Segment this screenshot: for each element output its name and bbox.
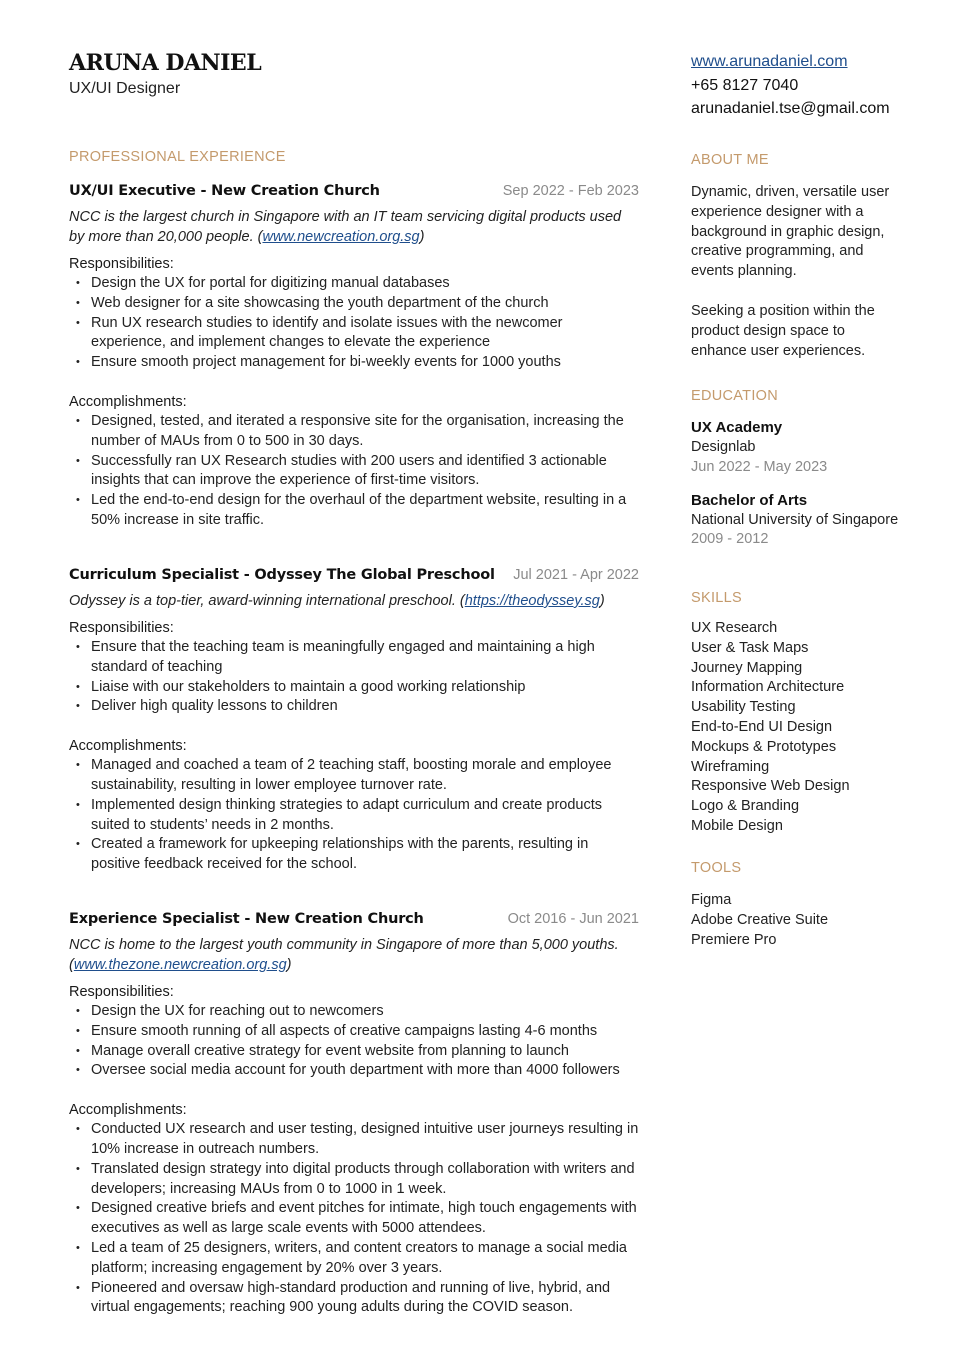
contact-website	[691, 50, 951, 74]
job-description-text: NCC is home to the largest youth community in Singapore of more than 5,000 youths. (	[69, 937, 619, 973]
contact-block	[691, 50, 951, 121]
job-dates: Sep 2022 - Feb 2023	[502, 183, 639, 199]
skill-item: User & Task Maps	[691, 639, 809, 656]
skill-item: Logo & Branding	[691, 798, 800, 815]
tools-list	[691, 891, 951, 950]
contact-email: arunadaniel.tse@gmail.com	[691, 100, 890, 117]
tools-section	[691, 858, 951, 950]
tool-item: Premiere Pro	[691, 931, 777, 948]
job-link[interactable]: https://theodyssey.sg	[464, 593, 600, 609]
job-title: Curriculum Specialist - Odyssey The Global Preschool	[69, 567, 495, 583]
job-description-text: Odyssey is a top-tier, award-winning international preschool. (	[69, 593, 465, 609]
skills-list	[691, 619, 951, 837]
job-link[interactable]: www.thezone.newcreation.org.sg	[73, 957, 287, 973]
skills-section	[691, 588, 951, 837]
list-item: • Run UX research studies to identify and isolate issues with the newcomer experience, and implement changes to elevate the experience	[69, 314, 639, 354]
job-header	[69, 181, 639, 201]
job-description-text: NCC is the largest church in Singapore with an IT team servicing digital products used by more than 20,000 people. (	[69, 209, 622, 245]
accomplishments-label: Accomplishments:	[69, 393, 187, 410]
skill-item: Mockups & Prototypes	[691, 738, 837, 755]
education-degree: UX Academy	[691, 419, 783, 436]
responsibilities-label: Responsibilities:	[69, 984, 174, 1000]
accomplishments-label: Accomplishments:	[69, 1102, 187, 1119]
job-description-end: )	[286, 957, 292, 973]
job-header	[69, 565, 639, 585]
responsibilities-list	[69, 638, 639, 717]
about-section	[691, 150, 951, 361]
accomplishments-list	[69, 756, 639, 875]
education-school: Designlab	[691, 439, 756, 455]
job-title: UX/UI Executive - New Creation Church	[69, 183, 380, 199]
list-item: • Design the UX for portal for digitizing manual databases	[69, 274, 639, 294]
list-item: • Web designer for a site showcasing the youth department of the church	[69, 294, 639, 314]
list-item: • Oversee social media account for youth department with more than 4000 followers	[69, 1061, 639, 1081]
responsibilities-label: Responsibilities:	[69, 620, 174, 636]
list-item: • Ensure that the teaching team is meaningfully engaged and maintaining a high standard of teaching	[69, 638, 639, 678]
education-dates: 2009 - 2012	[691, 531, 769, 548]
job-description	[69, 935, 639, 975]
skill-item: UX Research	[691, 620, 778, 636]
education-item	[691, 418, 951, 478]
education-section	[691, 386, 951, 550]
education-dates: Jun 2022 - May 2023	[691, 458, 828, 475]
job-dates: Oct 2016 - Jun 2021	[507, 911, 639, 927]
list-item: • Ensure smooth running of all aspects of creative campaigns lasting 4-6 months	[69, 1022, 639, 1042]
list-item: • Ensure smooth project management for bi-weekly events for 1000 youths	[69, 353, 639, 373]
job-title: Experience Specialist - New Creation Church	[69, 911, 424, 927]
skill-item: Wireframing	[691, 758, 770, 775]
accomplishments-list	[69, 412, 639, 531]
list-item: • Designed, tested, and iterated a responsive site for the organisation, increasing the number of MAUs from 0 to 500 in 30 days.	[69, 412, 639, 452]
job-description	[69, 591, 639, 611]
skills-heading: SKILLS	[691, 590, 742, 606]
job-dates: Jul 2021 - Apr 2022	[513, 567, 639, 583]
education-school: National University of Singapore	[691, 511, 899, 528]
list-item: • Translated design strategy into digital products through collaboration with writers and developers; increasing MAUs from 0 to 1000 in 1 week.	[69, 1160, 639, 1200]
website-link[interactable]: www.arunadaniel.com	[691, 53, 848, 70]
candidate-role: UX/UI Designer	[69, 80, 181, 97]
about-paragraph: Seeking a position within the product design space to enhance user experiences.	[691, 302, 875, 359]
job-description	[69, 207, 639, 247]
skill-item: Usability Testing	[691, 699, 796, 716]
list-item: • Pioneered and oversaw high-standard production and running of live, hybrid, and virtual engagements; reaching 900 young adults during the COVID season.	[69, 1279, 639, 1319]
list-item: • Led a team of 25 designers, writers, and content creators to manage a social media platform; increasing engagement by 20% over 3 years.	[69, 1239, 639, 1279]
tool-item: Adobe Creative Suite	[691, 911, 829, 928]
list-item: • Implemented design thinking strategies to adapt curriculum and create products suited to students’ needs in 2 months.	[69, 796, 639, 836]
list-item: • Manage overall creative strategy for event website from planning to launch	[69, 1042, 639, 1062]
responsibilities-list	[69, 274, 639, 373]
list-item: • Managed and coached a team of 2 teaching staff, boosting morale and employee sustainability, resulting in lower employee turnover rate.	[69, 756, 639, 796]
contact-phone: +65 8127 7040	[691, 76, 799, 94]
tools-heading: TOOLS	[691, 860, 742, 876]
skill-item: Journey Mapping	[691, 659, 803, 676]
resume-header	[69, 48, 639, 100]
skill-item: Responsive Web Design	[691, 778, 850, 795]
list-item: • Led the end-to-end design for the overhaul of the department website, resulting in a 50% increase in site traffic.	[69, 491, 639, 531]
education-heading: EDUCATION	[691, 388, 779, 404]
skill-item: Information Architecture	[691, 679, 845, 696]
list-item: • Conducted UX research and user testing, designed intuitive user journeys resulting in 10% increase in outreach numbers.	[69, 1120, 639, 1160]
job-link[interactable]: www.newcreation.org.sg	[262, 229, 420, 245]
job-description-end: )	[419, 229, 425, 245]
experience-heading: PROFESSIONAL EXPERIENCE	[69, 149, 286, 165]
job-entry	[69, 565, 639, 875]
experience-section	[69, 147, 639, 167]
skill-item: Mobile Design	[691, 817, 783, 834]
education-item	[691, 491, 951, 551]
job-entry	[69, 181, 639, 531]
education-degree: Bachelor of Arts	[691, 491, 808, 509]
tool-item: Figma	[691, 892, 732, 908]
job-entry	[69, 909, 639, 1318]
list-item: • Deliver high quality lessons to children	[69, 697, 639, 717]
accomplishments-label: Accomplishments:	[69, 738, 187, 755]
job-header	[69, 909, 639, 929]
list-item: • Created a framework for upkeeping relationships with the parents, resulting in positive feedback received for the school.	[69, 835, 639, 875]
skill-item: End-to-End UI Design	[691, 718, 833, 735]
list-item: • Successfully ran UX Research studies with 200 users and identified 3 actionable insights that can improve the experience of first-time visitors.	[69, 452, 639, 492]
candidate-name: ARUNA DANIEL	[69, 50, 262, 76]
responsibilities-label: Responsibilities:	[69, 256, 174, 272]
accomplishments-list	[69, 1120, 639, 1318]
job-description-end: )	[599, 593, 605, 609]
about-heading: ABOUT ME	[691, 152, 769, 168]
about-paragraph: Dynamic, driven, versatile user experience designer with a background in graphic design, creative programming, and events planning.	[691, 184, 890, 280]
responsibilities-list	[69, 1002, 639, 1081]
list-item: • Designed creative briefs and event pitches for intimate, high touch engagements with executives as well as large scale events with 5000 attendees.	[69, 1199, 639, 1239]
list-item: • Liaise with our stakeholders to maintain a good working relationship	[69, 678, 639, 698]
list-item: • Design the UX for reaching out to newcomers	[69, 1002, 639, 1022]
